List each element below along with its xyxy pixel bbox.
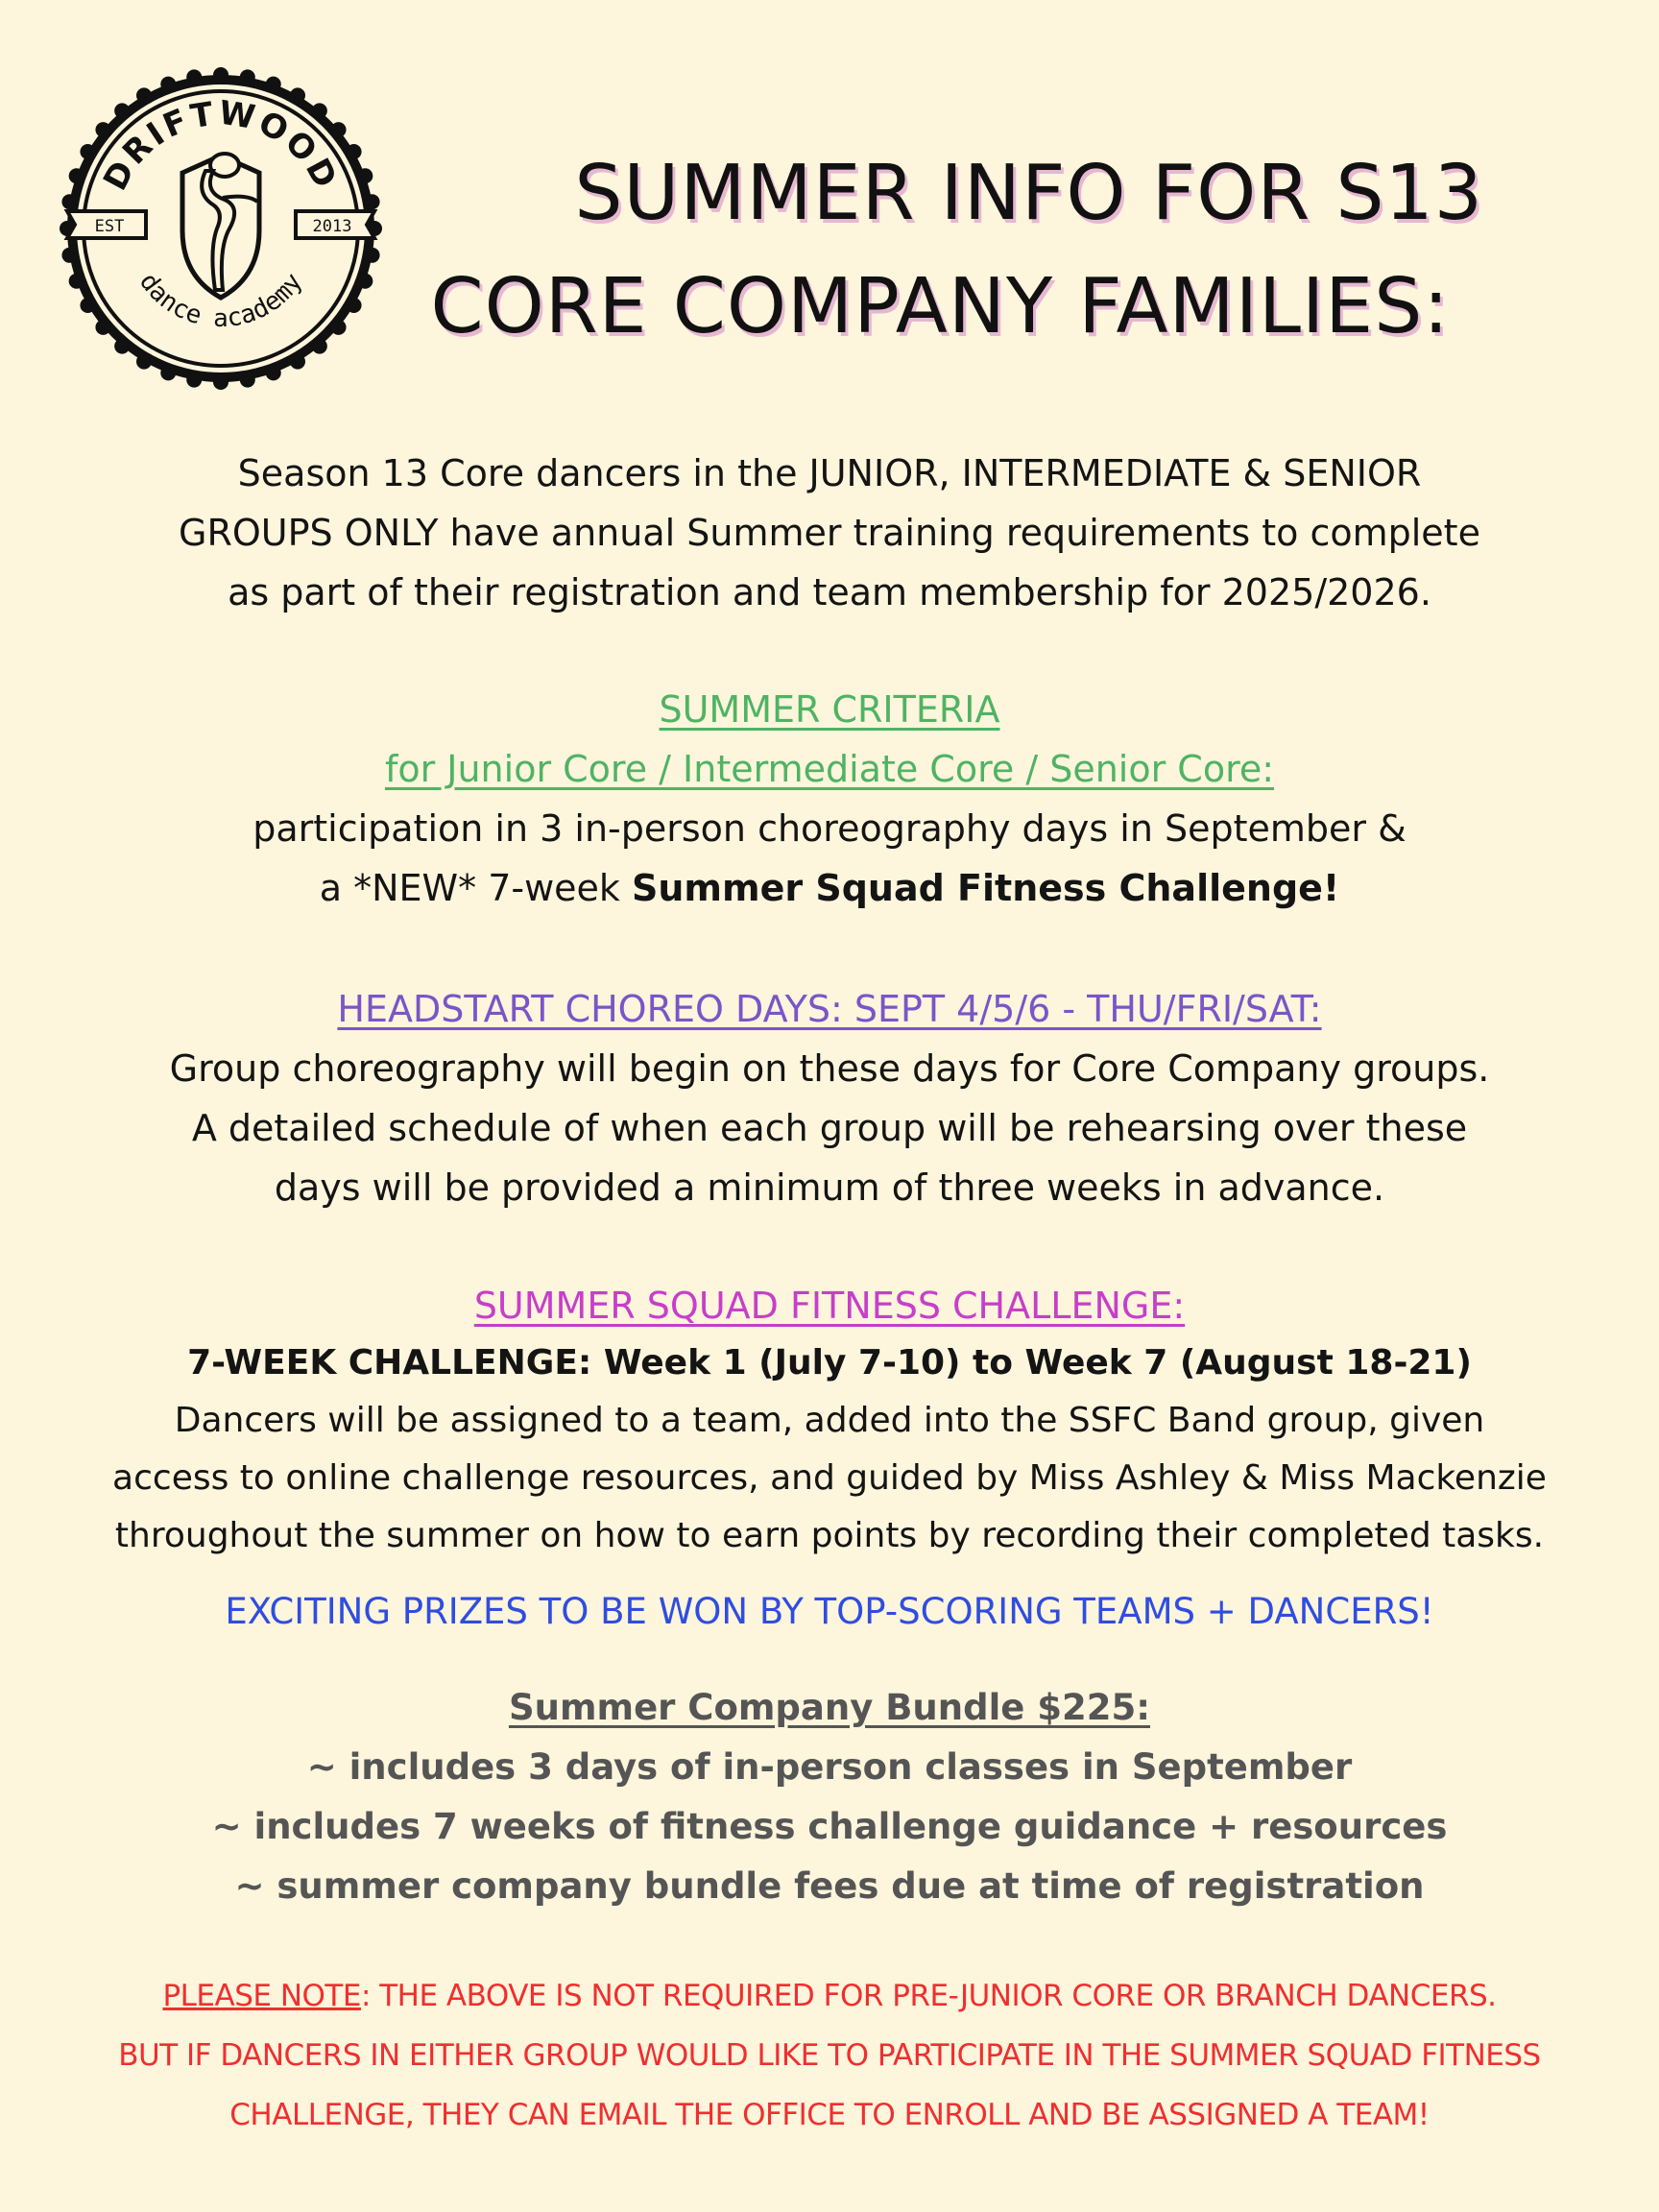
fitness-heading: SUMMER SQUAD FITNESS CHALLENGE: (473, 1285, 1186, 1327)
logo-scallop (290, 87, 305, 103)
prizes-banner: EXCITING PRIZES TO BE WON BY TOP-SCORING TEAMS + DANCERS! (225, 1591, 1434, 1632)
logo-est-label: EST (94, 217, 125, 236)
logo-scallop (114, 339, 130, 354)
logo-scallop (312, 339, 327, 354)
logo-scallop (357, 168, 373, 183)
logo-scallop (365, 194, 380, 209)
bundle-item: ~ includes 7 weeks of fitness challenge guidance + resources (211, 1806, 1448, 1847)
logo-scallop (357, 274, 373, 289)
logo-scallop (95, 320, 110, 335)
criteria-section (0, 680, 1659, 918)
title-line-2: CORE COMPANY FAMILIES: (430, 262, 1450, 350)
logo-scallop (114, 103, 130, 118)
logo-scallop (331, 320, 347, 335)
fitness-section (0, 1277, 1659, 1565)
logo-scallop (61, 248, 77, 263)
logo-name: DRIFTWOOD (96, 93, 346, 198)
note-label: PLEASE NOTE (162, 1979, 361, 2013)
logo-scallop (240, 69, 255, 84)
fitness-line: access to online challenge resources, and guided by Miss Ashley & Miss Mackenzie (112, 1458, 1547, 1498)
criteria-line: participation in 3 in-person choreography days in September & (252, 807, 1407, 850)
logo-scallop (186, 69, 202, 84)
bundle-item: ~ summer company bundle fees due at time of registration (234, 1865, 1425, 1907)
logo-scallop (69, 168, 84, 183)
choreo-line: A detailed schedule of when each group will be rehearsing over these (191, 1107, 1468, 1149)
fitness-subheading: 7-WEEK CHALLENGE: Week 1 (July 7-10) to Week 7 (August 18-21) (187, 1343, 1472, 1382)
intro-line: Season 13 Core dancers in the JUNIOR, INTERMEDIATE & SENIOR (237, 452, 1422, 494)
bundle-heading: Summer Company Bundle $225: (508, 1687, 1151, 1728)
fitness-line: Dancers will be assigned to a team, added into the SSFC Band group, given (174, 1401, 1485, 1440)
criteria-line-prefix: a *NEW* 7-week (319, 867, 632, 909)
logo-scallop (80, 144, 95, 159)
logo-tagline: dance academy (132, 268, 309, 334)
logo-scallop (186, 373, 202, 388)
logo-scallop (136, 87, 152, 103)
choreo-section (0, 979, 1659, 1217)
logo-est-ribbon (67, 211, 146, 238)
note-line-rest: : THE ABOVE IS NOT REQUIRED FOR PRE-JUNIOR CORE OR BRANCH DANCERS. (360, 1979, 1497, 2013)
criteria-heading: SUMMER CRITERIA (659, 688, 1000, 731)
note-line: CHALLENGE, THEY CAN EMAIL THE OFFICE TO ENROLL AND BE ASSIGNED A TEAM! (229, 2098, 1430, 2132)
logo-scallop (365, 248, 380, 263)
logo-scallop (160, 365, 176, 380)
logo-scallop (347, 144, 362, 159)
logo-scallop (69, 274, 84, 289)
note-section (0, 1966, 1659, 2145)
choreo-heading: HEADSTART CHOREO DAYS: SEPT 4/5/6 - THU/FRI/SAT: (337, 988, 1322, 1030)
logo-scallop (61, 194, 77, 209)
choreo-line: Group choreography will begin on these days for Core Company groups. (169, 1047, 1490, 1090)
logo-scallop (331, 122, 347, 137)
logo-scallop (160, 77, 176, 92)
logo-scallop (240, 373, 255, 388)
page-title (384, 136, 1575, 363)
logo-scallop (347, 298, 362, 313)
title-line-1: SUMMER INFO FOR S13 (574, 149, 1483, 237)
criteria-challenge-name: Summer Squad Fitness Challenge! (632, 867, 1340, 909)
logo-scallop (95, 122, 110, 137)
bundle-item: ~ includes 3 days of in-person classes in September (306, 1746, 1353, 1788)
logo-year-ribbon (296, 211, 374, 238)
logo-scallop (266, 77, 281, 92)
fitness-line: throughout the summer on how to earn points by recording their completed tasks. (114, 1516, 1545, 1555)
logo-scallop (312, 103, 327, 118)
logo-scallop (80, 298, 95, 313)
note-line (0, 1966, 1659, 2026)
driftwood-logo (60, 67, 382, 390)
logo-scallop (136, 354, 152, 370)
logo-year-label: 2013 (312, 217, 352, 236)
criteria-line (0, 858, 1659, 918)
logo-scallop (290, 354, 305, 370)
intro-line: as part of their registration and team membership for 2025/2026. (228, 571, 1431, 613)
intro-line: GROUPS ONLY have annual Summer training requirements to complete (179, 512, 1480, 554)
choreo-line: days will be provided a minimum of three weeks in advance. (274, 1166, 1385, 1209)
criteria-subheading: for Junior Core / Intermediate Core / Senior Core: (384, 748, 1275, 790)
logo-scallop (266, 365, 281, 380)
bundle-section (0, 1678, 1659, 1916)
logo-scallop (213, 67, 228, 83)
logo-scallop (213, 374, 228, 390)
note-line: BUT IF DANCERS IN EITHER GROUP WOULD LIKE TO PARTICIPATE IN THE SUMMER SQUAD FITNESS (118, 2038, 1541, 2073)
intro-paragraph (0, 444, 1659, 622)
